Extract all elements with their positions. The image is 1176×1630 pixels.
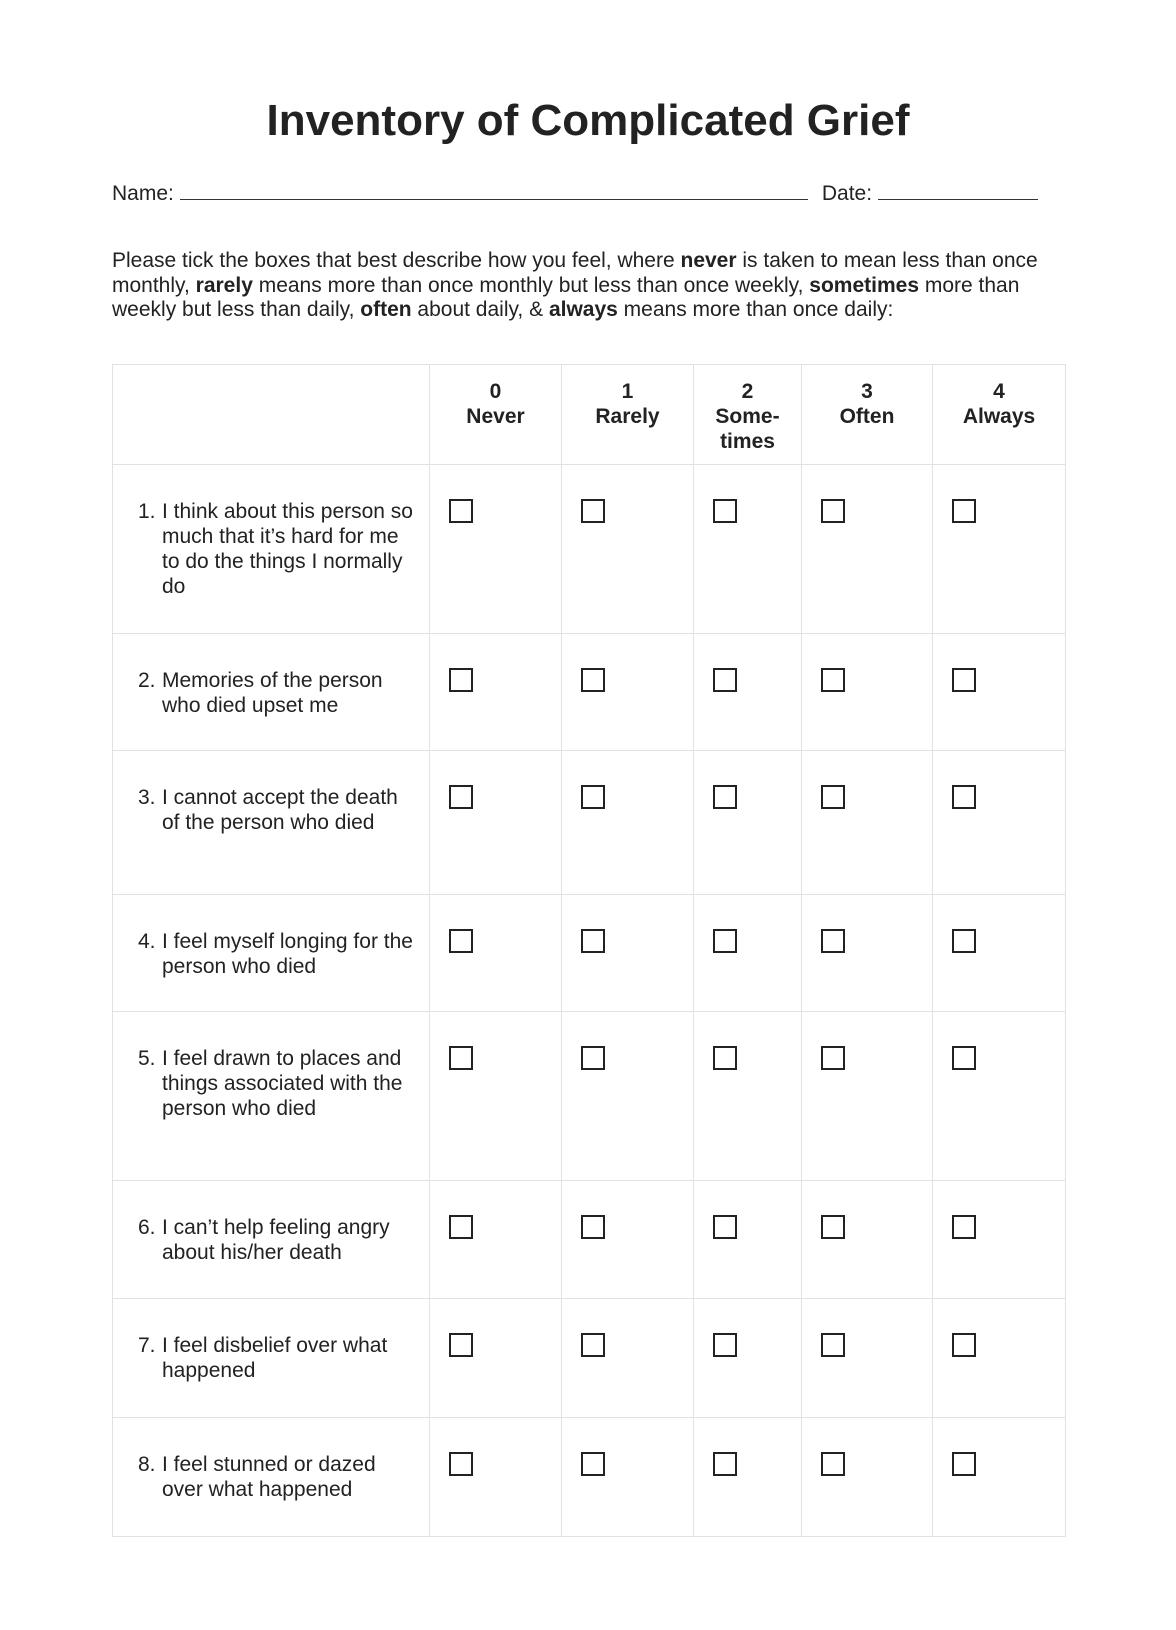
question-text: I feel disbelief over what happened bbox=[162, 1334, 388, 1382]
checkbox[interactable] bbox=[581, 929, 605, 953]
column-header bbox=[694, 365, 802, 465]
checkbox[interactable] bbox=[581, 1333, 605, 1357]
answer-cell bbox=[562, 1418, 694, 1537]
question-number: 8. bbox=[138, 1453, 156, 1476]
answer-cell bbox=[933, 465, 1066, 634]
checkbox[interactable] bbox=[449, 1046, 473, 1070]
name-field[interactable] bbox=[180, 180, 808, 200]
table-row bbox=[113, 465, 1066, 634]
question-text: I feel myself longing for the person who died bbox=[162, 930, 413, 978]
table-row bbox=[113, 1181, 1066, 1299]
checkbox[interactable] bbox=[449, 1452, 473, 1476]
column-header bbox=[430, 365, 562, 465]
answer-cell bbox=[430, 1181, 562, 1299]
question-number: 6. bbox=[138, 1216, 156, 1239]
answer-cell bbox=[430, 1299, 562, 1418]
checkbox[interactable] bbox=[713, 499, 737, 523]
question-cell bbox=[113, 751, 430, 895]
question-cell bbox=[113, 1012, 430, 1181]
table-row bbox=[113, 634, 1066, 751]
question-text: I can’t help feeling angry about his/her death bbox=[162, 1216, 390, 1264]
answer-cell bbox=[562, 1299, 694, 1418]
column-score: 2 bbox=[741, 380, 754, 403]
answer-cell bbox=[562, 1012, 694, 1181]
checkbox[interactable] bbox=[952, 1046, 976, 1070]
checkbox[interactable] bbox=[581, 668, 605, 692]
question-text: Memories of the person who died upset me bbox=[162, 669, 383, 717]
checkbox[interactable] bbox=[449, 1333, 473, 1357]
instruction-text: is taken to mean less than once monthly, bbox=[112, 249, 1038, 297]
column-label: Never bbox=[466, 405, 525, 428]
instruction-text: about daily, & bbox=[411, 298, 549, 321]
answer-cell bbox=[430, 751, 562, 895]
checkbox[interactable] bbox=[713, 929, 737, 953]
table-row bbox=[113, 895, 1066, 1012]
checkbox[interactable] bbox=[581, 785, 605, 809]
name-label: Name: bbox=[112, 182, 174, 205]
page-title: Inventory of Complicated Grief bbox=[266, 96, 910, 145]
checkbox[interactable] bbox=[713, 785, 737, 809]
answer-cell bbox=[933, 1418, 1066, 1537]
checkbox[interactable] bbox=[821, 1215, 845, 1239]
checkbox[interactable] bbox=[952, 499, 976, 523]
answer-cell bbox=[802, 1181, 933, 1299]
column-label: Often bbox=[839, 405, 895, 428]
table-row bbox=[113, 751, 1066, 895]
question-text: I think about this person so much that it’s hard for me to do the things I normally do bbox=[162, 500, 413, 598]
instruction-text: means more than once monthly but less than once weekly, bbox=[252, 273, 810, 297]
checkbox[interactable] bbox=[713, 1046, 737, 1070]
name-date-row bbox=[112, 180, 1052, 206]
question-cell bbox=[113, 895, 430, 1012]
checkbox[interactable] bbox=[449, 668, 473, 692]
answer-cell bbox=[430, 1012, 562, 1181]
answer-cell bbox=[802, 1418, 933, 1537]
answer-cell bbox=[694, 1012, 802, 1181]
answer-cell bbox=[430, 895, 562, 1012]
checkbox[interactable] bbox=[952, 785, 976, 809]
column-score: 0 bbox=[489, 380, 502, 403]
question-cell bbox=[113, 1181, 430, 1299]
grief-inventory-table bbox=[112, 364, 1066, 1537]
checkbox[interactable] bbox=[952, 929, 976, 953]
answer-cell bbox=[802, 751, 933, 895]
checkbox[interactable] bbox=[449, 785, 473, 809]
answer-cell bbox=[694, 1299, 802, 1418]
checkbox[interactable] bbox=[581, 1046, 605, 1070]
checkbox[interactable] bbox=[713, 1452, 737, 1476]
column-header bbox=[802, 365, 933, 465]
column-label: Always bbox=[962, 405, 1036, 428]
table-row bbox=[113, 1012, 1066, 1181]
answer-cell bbox=[694, 634, 802, 751]
instruction-emphasis: always bbox=[548, 298, 618, 321]
answer-cell bbox=[933, 751, 1066, 895]
answer-cell bbox=[562, 751, 694, 895]
answer-cell bbox=[694, 465, 802, 634]
column-score: 4 bbox=[993, 380, 1005, 403]
question-number: 7. bbox=[138, 1334, 156, 1357]
instructions bbox=[112, 249, 1072, 323]
answer-cell bbox=[430, 1418, 562, 1537]
instruction-emphasis: never bbox=[680, 249, 737, 272]
question-cell bbox=[113, 465, 430, 634]
date-label: Date: bbox=[821, 182, 873, 205]
answer-cell bbox=[933, 1299, 1066, 1418]
answer-cell bbox=[933, 1012, 1066, 1181]
question-cell bbox=[113, 1299, 430, 1418]
answer-cell bbox=[802, 1299, 933, 1418]
question-number: 5. bbox=[138, 1047, 156, 1070]
answer-cell bbox=[562, 895, 694, 1012]
answer-cell bbox=[694, 1181, 802, 1299]
date-field[interactable] bbox=[878, 180, 1038, 200]
instruction-emphasis: often bbox=[360, 298, 412, 321]
question-number: 3. bbox=[138, 786, 156, 809]
answer-cell bbox=[562, 1181, 694, 1299]
answer-cell bbox=[802, 634, 933, 751]
question-number: 4. bbox=[138, 930, 156, 953]
instruction-text: Please tick the boxes that best describe how you feel, where bbox=[112, 249, 681, 272]
header-blank bbox=[113, 365, 430, 465]
checkbox[interactable] bbox=[449, 499, 473, 523]
instruction-emphasis: sometimes bbox=[809, 273, 920, 297]
answer-cell bbox=[430, 634, 562, 751]
checkbox[interactable] bbox=[449, 1215, 473, 1239]
instruction-text: more than weekly but less than daily, bbox=[112, 273, 1020, 321]
answer-cell bbox=[694, 895, 802, 1012]
question-number: 2. bbox=[138, 669, 156, 692]
checkbox[interactable] bbox=[581, 1215, 605, 1239]
answer-cell bbox=[933, 895, 1066, 1012]
answer-cell bbox=[694, 751, 802, 895]
checkbox[interactable] bbox=[581, 499, 605, 523]
checkbox[interactable] bbox=[821, 1333, 845, 1357]
column-label: Some- times bbox=[715, 405, 780, 453]
checkbox[interactable] bbox=[713, 668, 737, 692]
instruction-emphasis: rarely bbox=[195, 273, 253, 297]
checkbox[interactable] bbox=[821, 1452, 845, 1476]
question-number: 1. bbox=[138, 500, 156, 523]
checkbox[interactable] bbox=[952, 1215, 976, 1239]
answer-cell bbox=[802, 465, 933, 634]
checkbox[interactable] bbox=[952, 1333, 976, 1357]
answer-cell bbox=[933, 1181, 1066, 1299]
question-cell bbox=[113, 1418, 430, 1537]
table-row bbox=[113, 1299, 1066, 1418]
checkbox[interactable] bbox=[821, 785, 845, 809]
answer-cell bbox=[933, 634, 1066, 751]
checkbox[interactable] bbox=[713, 1215, 737, 1239]
answer-cell bbox=[430, 465, 562, 634]
column-score: 3 bbox=[861, 380, 873, 403]
checkbox[interactable] bbox=[581, 1452, 605, 1476]
question-text: I cannot accept the death of the person who died bbox=[162, 786, 398, 834]
question-cell bbox=[113, 634, 430, 751]
instruction-text: means more than once daily: bbox=[617, 298, 894, 321]
answer-cell bbox=[694, 1418, 802, 1537]
checkbox[interactable] bbox=[952, 668, 976, 692]
column-header bbox=[933, 365, 1066, 465]
column-label: Rarely bbox=[595, 405, 660, 428]
checkbox[interactable] bbox=[952, 1452, 976, 1476]
answer-cell bbox=[562, 634, 694, 751]
question-text: I feel stunned or dazed over what happened bbox=[162, 1453, 376, 1501]
answer-cell bbox=[802, 1012, 933, 1181]
checkbox[interactable] bbox=[821, 929, 845, 953]
column-header bbox=[562, 365, 694, 465]
answer-cell bbox=[802, 895, 933, 1012]
checkbox[interactable] bbox=[821, 1046, 845, 1070]
checkbox[interactable] bbox=[821, 668, 845, 692]
checkbox[interactable] bbox=[713, 1333, 737, 1357]
checkbox[interactable] bbox=[449, 929, 473, 953]
answer-cell bbox=[562, 465, 694, 634]
column-score: 1 bbox=[621, 380, 634, 403]
checkbox[interactable] bbox=[821, 499, 845, 523]
table-row bbox=[113, 1418, 1066, 1537]
question-text: I feel drawn to places and things associated with the person who died bbox=[162, 1047, 403, 1120]
